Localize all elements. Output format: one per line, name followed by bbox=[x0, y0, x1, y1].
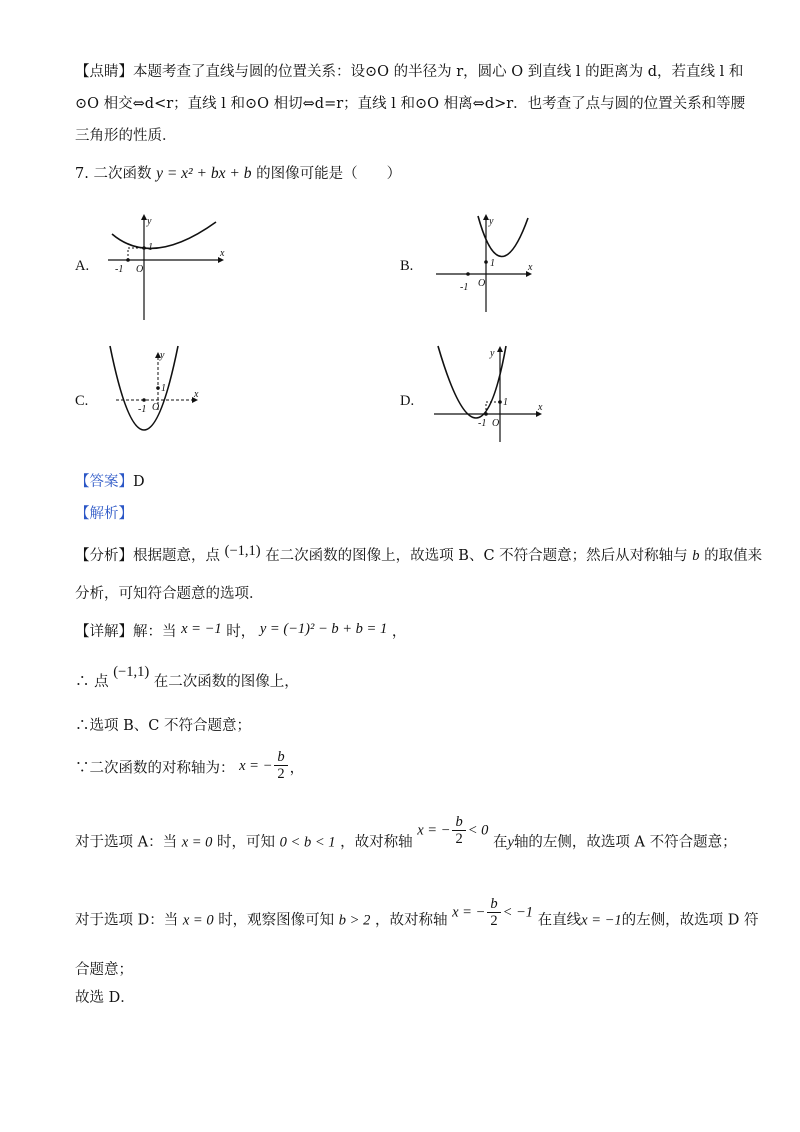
fenxi-text-2: 在二次函数的图像上，故选项 B、C 不符合题意；然后从对称轴与 bbox=[265, 548, 688, 564]
review-line-3 bbox=[75, 126, 177, 146]
a-text-2: 时，可知 bbox=[217, 834, 276, 851]
option-b-label: B. bbox=[400, 258, 414, 274]
analysis-line bbox=[75, 504, 133, 524]
axis-lhs: x = − bbox=[239, 757, 273, 774]
detail-line-2 bbox=[75, 664, 299, 692]
a-y: y bbox=[507, 834, 514, 851]
review-line-2 bbox=[75, 94, 745, 114]
y-label: y bbox=[489, 216, 494, 227]
detail-bracket: 【详解】 bbox=[75, 624, 133, 640]
detail-text-1: 解：当 bbox=[133, 624, 177, 640]
d-line-2: 合题意； bbox=[75, 962, 133, 978]
parabola bbox=[112, 222, 216, 248]
a-text-4: 在 bbox=[493, 834, 508, 851]
option-c-label: C. bbox=[75, 393, 89, 409]
d-range: b > 2 bbox=[338, 912, 371, 929]
detail-point: (−1,1) bbox=[113, 664, 150, 680]
a-num: b bbox=[452, 814, 465, 831]
question-7 bbox=[75, 164, 401, 184]
question-text-before: 二次函数 bbox=[93, 166, 152, 182]
origin-label: O bbox=[492, 418, 500, 429]
conclusion-line bbox=[75, 988, 135, 1008]
review-line-1 bbox=[75, 62, 743, 82]
fenxi-line-2 bbox=[75, 584, 264, 604]
d-text-5: 的左侧，故选项 D 符 bbox=[621, 912, 759, 929]
a-lhs: x = − bbox=[417, 822, 451, 839]
answer-bracket: 【答案】 bbox=[75, 474, 133, 490]
review-text-1: 本题考查了直线与圆的位置关系：设⊙O 的半径为 r，圆心 O 到直线 l 的距离为 d，若直线 l 和 bbox=[133, 64, 744, 80]
a-text-1: 对于选项 A：当 bbox=[75, 834, 178, 851]
detail-line-1 bbox=[75, 622, 406, 642]
y-axis-arrow bbox=[497, 346, 503, 352]
origin-label: O bbox=[136, 264, 144, 275]
detail-eq: y = (−1)² − b + b = 1 bbox=[259, 621, 388, 637]
point-y1 bbox=[142, 246, 146, 250]
because-text: ∵二次函数的对称轴为： bbox=[75, 760, 235, 777]
conclusion: 故选 D． bbox=[75, 990, 135, 1006]
question-text-after: 的图像可能是（ ） bbox=[256, 166, 402, 182]
point-label: 1 bbox=[503, 397, 508, 408]
option-d-graph bbox=[428, 342, 548, 447]
parabola bbox=[438, 346, 506, 418]
fenxi-point: (−1,1) bbox=[224, 543, 261, 559]
therefore-symbol: ∴ bbox=[75, 674, 90, 690]
origin-label: O bbox=[152, 402, 160, 413]
axis-fraction bbox=[274, 749, 287, 782]
x-label: x bbox=[194, 389, 199, 400]
question-formula: y = x² + bx + b bbox=[156, 165, 252, 182]
option-b-graph bbox=[428, 210, 538, 315]
d-lhs: x = − bbox=[452, 904, 486, 921]
a-fraction bbox=[452, 814, 465, 847]
origin-label: O bbox=[478, 278, 486, 289]
review-bracket: 【点睛】 bbox=[75, 64, 133, 80]
review-text-3: 三角形的性质． bbox=[75, 128, 177, 144]
detail-line-4 bbox=[75, 749, 305, 785]
point-neg1 bbox=[484, 412, 488, 416]
fenxi-bracket: 【分析】 bbox=[75, 548, 133, 564]
point-label: 1 bbox=[490, 258, 495, 269]
answer-line bbox=[75, 472, 145, 492]
question-number: 7. bbox=[75, 166, 89, 182]
d-rhs: < −1 bbox=[502, 904, 534, 921]
d-num: b bbox=[487, 896, 500, 913]
detail-text-2: 时， bbox=[226, 624, 256, 640]
fenxi-var-b: b bbox=[692, 548, 700, 564]
answer-value: D bbox=[133, 474, 145, 490]
detail-text-3: ， bbox=[391, 624, 407, 640]
detail-line-d-2 bbox=[75, 960, 133, 980]
d-cond: x = 0 bbox=[182, 912, 214, 929]
y-label: y bbox=[147, 216, 152, 227]
detail-line-3 bbox=[75, 716, 251, 736]
fenxi-text-1: 根据题意，点 bbox=[133, 548, 220, 564]
option-d-label: D. bbox=[400, 393, 415, 409]
x-label: x bbox=[538, 402, 543, 413]
a-axis-expr bbox=[417, 814, 488, 847]
point-y1 bbox=[156, 386, 160, 390]
analysis-bracket: 【解析】 bbox=[75, 506, 133, 522]
a-text-3: ，故对称轴 bbox=[340, 834, 413, 851]
a-cond: x = 0 bbox=[181, 834, 213, 851]
a-den: 2 bbox=[455, 831, 463, 847]
on-graph-text: 在二次函数的图像上， bbox=[153, 674, 299, 690]
detail-line-a bbox=[75, 814, 737, 859]
axis-den: 2 bbox=[277, 766, 285, 782]
fenxi-text-3: 的取值来 bbox=[704, 548, 763, 564]
x-label: x bbox=[528, 262, 533, 273]
point-neg1 bbox=[126, 258, 130, 262]
point-label: 1 bbox=[148, 242, 153, 253]
detail-cond: x = −1 bbox=[181, 621, 222, 637]
d-text-4: 在直线 bbox=[537, 912, 582, 929]
d-den: 2 bbox=[490, 913, 498, 929]
a-rhs: < 0 bbox=[467, 822, 489, 839]
y-label: y bbox=[490, 348, 495, 359]
d-fraction bbox=[487, 896, 500, 929]
point-y1 bbox=[498, 400, 502, 404]
d-line: x = −1 bbox=[581, 912, 622, 929]
option-a-label: A. bbox=[75, 258, 90, 274]
axis-num: b bbox=[274, 749, 287, 766]
point-neg1 bbox=[142, 398, 146, 402]
point-neg1 bbox=[466, 272, 470, 276]
parabola bbox=[110, 346, 178, 430]
axis-tail: ， bbox=[289, 760, 305, 777]
d-text-2: 时，观察图像可知 bbox=[218, 912, 335, 929]
neg-label: -1 bbox=[478, 418, 487, 429]
therefore-2: ∴选项 B、C 不符合题意； bbox=[75, 718, 251, 734]
option-c-graph bbox=[104, 342, 214, 447]
point-y1 bbox=[484, 260, 488, 264]
neg-label: -1 bbox=[138, 404, 147, 415]
point-label: 1 bbox=[161, 383, 166, 394]
option-a-graph bbox=[100, 212, 230, 322]
review-text-2: ⊙O 相交⇔d<r；直线 l 和⊙O 相切⇔d=r；直线 l 和⊙O 相离⇔d>r．也考查了点与圆的位置关系和等腰 bbox=[75, 96, 746, 112]
d-text-1: 对于选项 D：当 bbox=[75, 912, 179, 929]
d-text-3: ，故对称轴 bbox=[374, 912, 448, 929]
x-label: x bbox=[220, 248, 225, 259]
y-label: y bbox=[160, 350, 165, 361]
point-word: 点 bbox=[94, 674, 109, 690]
fenxi-text-line2: 分析，可知符合题意的选项． bbox=[75, 586, 264, 602]
a-range: 0 < b < 1 bbox=[279, 834, 336, 851]
fenxi-line-1 bbox=[75, 543, 763, 566]
neg-label: -1 bbox=[460, 282, 469, 293]
detail-line-d bbox=[75, 896, 759, 937]
a-text-5: 轴的左侧，故选项 A 不符合题意； bbox=[513, 834, 737, 851]
neg-label: -1 bbox=[115, 264, 124, 275]
d-axis-expr bbox=[452, 896, 533, 929]
